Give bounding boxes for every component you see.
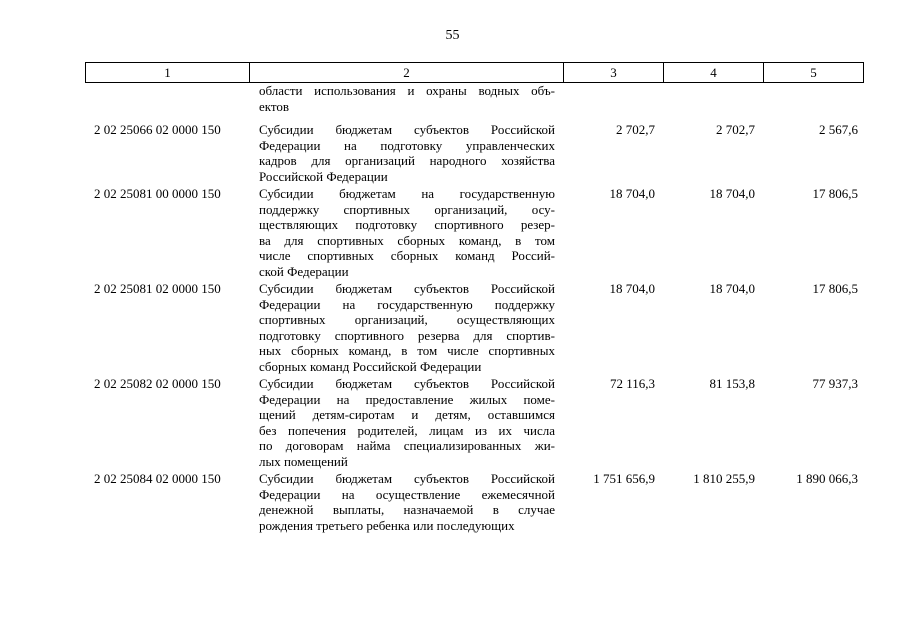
amount-col-5: 77 937,3 xyxy=(812,376,858,391)
description-line: Российской Федерации xyxy=(259,168,388,184)
page-number: 55 xyxy=(445,28,460,43)
description-line: ных сборных команд, в том числе спортивных xyxy=(259,343,555,358)
description-line: Субсидии бюджетам субъектов Российской xyxy=(259,376,555,391)
amount-col-5: 2 567,6 xyxy=(819,122,858,137)
description-line: ектов xyxy=(259,98,290,114)
amount-col-4: 81 153,8 xyxy=(709,376,755,391)
amount-col-5: 1 890 066,3 xyxy=(796,471,858,486)
description-line: числе спортивных сборных команд Россий- xyxy=(259,248,555,263)
description-line: спортивных организаций, осуществляющих xyxy=(259,312,555,327)
amount-col-3: 72 116,3 xyxy=(609,376,655,391)
header-col-5: 5 xyxy=(810,65,817,80)
table-row xyxy=(85,376,864,469)
description-line: области использования и охраны водных объ- xyxy=(259,83,555,98)
description-line: денежной выплаты, назначаемой в случае xyxy=(259,502,555,517)
description-line: Федерации на осуществление ежемесячной xyxy=(259,486,555,502)
budget-code: 2 02 25084 02 0000 150 xyxy=(94,471,221,486)
amount-col-5: 17 806,5 xyxy=(812,186,858,201)
description-line: щений детям-сиротам и детям, оставшимся xyxy=(259,407,555,422)
description-line: рождения третьего ребенка или последующих xyxy=(259,517,515,533)
amount-col-3: 18 704,0 xyxy=(609,186,655,201)
amount-col-3: 18 704,0 xyxy=(609,281,655,296)
budget-code xyxy=(85,83,249,114)
row-description xyxy=(249,471,563,533)
amount-col-4: 1 810 255,9 xyxy=(693,471,755,486)
budget-code: 2 02 25066 02 0000 150 xyxy=(94,122,221,137)
row-description xyxy=(249,83,563,114)
amount-col-5: 17 806,5 xyxy=(812,281,858,296)
budget-code: 2 02 25081 00 0000 150 xyxy=(94,186,221,201)
table-row xyxy=(85,281,864,374)
description-line: ществляющих подготовку спортивного резер- xyxy=(259,217,555,232)
row-description xyxy=(249,122,563,184)
row-description xyxy=(249,186,563,279)
description-line: подготовку спортивного резерва для спортив- xyxy=(259,327,555,343)
amount-col-3 xyxy=(563,83,663,114)
amount-col-4: 18 704,0 xyxy=(709,281,755,296)
description-line: кадров для организаций народного хозяйства xyxy=(259,153,555,168)
description-line: Федерации на подготовку управленческих xyxy=(259,137,555,153)
amount-col-3: 2 702,7 xyxy=(616,122,655,137)
table-row xyxy=(85,122,864,184)
amount-col-4 xyxy=(663,83,763,114)
header-col-4: 4 xyxy=(664,63,764,82)
description-line: ской Федерации xyxy=(259,263,349,279)
table-row xyxy=(85,83,864,114)
description-line: ва для спортивных сборных команд, в том xyxy=(259,232,555,248)
row-description xyxy=(249,281,563,374)
header-col-3: 3 xyxy=(564,63,664,82)
table-row xyxy=(85,186,864,279)
table-header xyxy=(85,62,864,83)
description-line: Субсидии бюджетам субъектов Российской xyxy=(259,471,555,486)
row-description xyxy=(249,376,563,469)
budget-code: 2 02 25082 02 0000 150 xyxy=(94,376,221,391)
header-col-2: 2 xyxy=(250,63,564,82)
header-col-1: 1 xyxy=(86,63,250,82)
description-line: Федерации на предоставление жилых поме- xyxy=(259,391,555,407)
table-body xyxy=(85,83,864,533)
description-line: поддержку спортивных организаций, осу- xyxy=(259,201,555,217)
description-line: Субсидии бюджетам субъектов Российской xyxy=(259,281,555,296)
description-line: сборных команд Российской Федерации xyxy=(259,358,482,374)
description-line: Субсидии бюджетам на государственную xyxy=(259,186,555,201)
description-line: по договорам найма специализированных жи- xyxy=(259,438,555,453)
amount-col-4: 2 702,7 xyxy=(716,122,755,137)
description-line: без попечения родителей, лицам из их числа xyxy=(259,422,555,438)
amount-col-3: 1 751 656,9 xyxy=(593,471,655,486)
amount-col-4: 18 704,0 xyxy=(709,186,755,201)
description-line: Субсидии бюджетам субъектов Российской xyxy=(259,122,555,137)
budget-code: 2 02 25081 02 0000 150 xyxy=(94,281,221,296)
amount-col-5 xyxy=(763,83,862,114)
description-line: лых помещений xyxy=(259,453,348,469)
description-line: Федерации на государственную поддержку xyxy=(259,296,555,312)
table-row xyxy=(85,471,864,533)
